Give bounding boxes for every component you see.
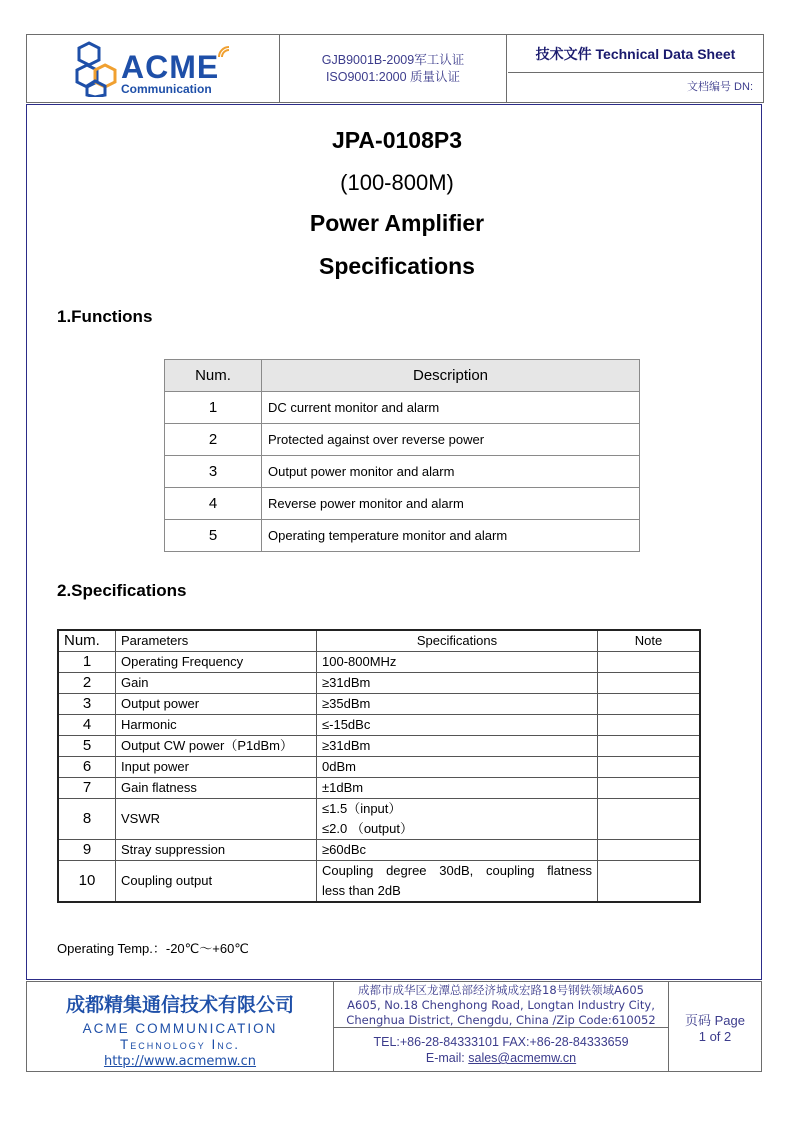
row-num: 2 [58,673,116,694]
company-name-en-2: Technology Inc. [119,1037,240,1052]
table-row [165,424,640,456]
table-row [58,715,700,736]
table-row [165,520,640,552]
row-spec [317,799,598,840]
row-spec: ±1dBm [317,778,598,799]
cert-line-2: ISO9001:2000 质量认证 [325,70,461,84]
row-num: 10 [58,861,116,903]
row-param: Output CW power（P1dBm） [116,736,317,757]
row-note [598,736,701,757]
contact-cell [334,982,669,1071]
row-spec: ≥35dBm [317,694,598,715]
row-num: 3 [165,456,262,488]
row-spec: ≥31dBm [317,673,598,694]
company-cell [27,982,334,1071]
spec-line-1: ≤1.5（input） [322,801,402,816]
row-note [598,757,701,778]
row-param: Gain flatness [116,778,317,799]
page-value: 1 of 2 [698,1029,732,1044]
table-row [58,736,700,757]
row-num: 5 [165,520,262,552]
row-desc: Reverse power monitor and alarm [262,488,640,520]
row-num: 1 [58,652,116,673]
col-param-header: Parameters [116,630,317,652]
row-spec: 100-800MHz [317,652,598,673]
row-desc: DC current monitor and alarm [262,392,640,424]
row-note [598,778,701,799]
spec-line-1: Coupling degree 30dB, coupling flatness [322,863,592,878]
row-note [598,799,701,840]
row-num: 3 [58,694,116,715]
col-note-header: Note [598,630,701,652]
email-label: E-mail: [425,1051,469,1065]
row-note [598,861,701,903]
spec-line-2: less than 2dB [322,883,401,898]
row-num: 4 [58,715,116,736]
row-spec [317,861,598,903]
row-note [598,673,701,694]
row-num: 4 [165,488,262,520]
row-note [598,694,701,715]
row-param: Output power [116,694,317,715]
row-desc: Protected against over reverse power [262,424,640,456]
document-info-cell [508,35,763,102]
phone-email-block [334,1028,668,1066]
table-row [58,840,700,861]
table-header-row [165,360,640,392]
row-num: 1 [165,392,262,424]
table-row [58,778,700,799]
spec-line-2: ≤2.0 （output） [322,821,413,836]
row-num: 8 [58,799,116,840]
col-desc-header: Description [262,360,640,392]
table-row [58,673,700,694]
logo-cell [27,35,280,102]
table-row [165,488,640,520]
row-desc: Output power monitor and alarm [262,456,640,488]
cert-line-1: GJB9001B-2009军工认证 [321,53,465,67]
functions-heading: 1.Functions [57,307,153,326]
page-label: 页码 Page [685,1013,745,1028]
operating-temperature: Operating Temp.：-20℃～+60℃ [57,941,249,956]
col-spec-header: Specifications [317,630,598,652]
address-cn: 成都市成华区龙潭总部经济城成宏路18号钢铁领域A605 [358,983,644,997]
row-num: 5 [58,736,116,757]
row-param: Stray suppression [116,840,317,861]
row-note [598,840,701,861]
model-title: JPA-0108P3 [332,127,462,153]
table-row [58,652,700,673]
email-link[interactable]: sales@acmemw.cn [468,1051,577,1065]
address-en-2: Chenghua District, Chengdu, China /Zip Code:610052 [346,1013,656,1027]
company-name-cn: 成都精集通信技术有限公司 [65,994,294,1016]
row-param: VSWR [116,799,317,840]
logo-subtitle: Communication [121,82,212,96]
row-param: Coupling output [116,861,317,903]
table-row [165,392,640,424]
row-spec: ≤-15dBc [317,715,598,736]
col-num-header: Num. [58,630,116,652]
table-row [58,799,700,840]
row-param: Harmonic [116,715,317,736]
row-spec: ≥31dBm [317,736,598,757]
specifications-table [57,629,701,903]
row-num: 6 [58,757,116,778]
page-footer [26,981,762,1072]
tel-fax: TEL:+86-28-84333101 FAX:+86-28-84333659 [373,1035,629,1049]
row-param: Operating Frequency [116,652,317,673]
document-number: 文档编号 DN: [687,81,753,93]
address-block [334,982,668,1028]
email-line [334,1050,668,1066]
signal-icon [217,45,231,59]
row-num: 9 [58,840,116,861]
row-spec: 0dBm [317,757,598,778]
logo-wordmark: ACME [121,49,220,85]
table-row [165,456,640,488]
specs-title: Specifications [319,253,475,279]
row-note [598,652,701,673]
row-desc: Operating temperature monitor and alarm [262,520,640,552]
page-number-cell [669,982,761,1071]
row-param: Input power [116,757,317,778]
row-num: 2 [165,424,262,456]
address-en-1: A605, No.18 Chenghong Road, Longtan Industry City, [347,998,655,1012]
website-link[interactable]: http://www.acmemw.cn [103,1054,257,1069]
hexagon-logo-icon [75,41,121,97]
table-row [58,694,700,715]
company-name-en-1: ACME COMMUNICATION [82,1021,278,1036]
row-num: 7 [58,778,116,799]
specifications-heading: 2.Specifications [57,581,187,600]
table-row [58,861,700,903]
table-header-row [58,630,700,652]
table-row [58,757,700,778]
row-note [598,715,701,736]
document-type: 技术文件 Technical Data Sheet [508,35,763,73]
page-header [26,34,764,103]
row-spec: ≥60dBc [317,840,598,861]
col-num-header: Num. [165,360,262,392]
certification-cell [280,35,507,102]
functions-table [164,359,640,552]
frequency-range: (100-800M) [340,170,454,195]
product-title: Power Amplifier [309,210,485,236]
row-param: Gain [116,673,317,694]
